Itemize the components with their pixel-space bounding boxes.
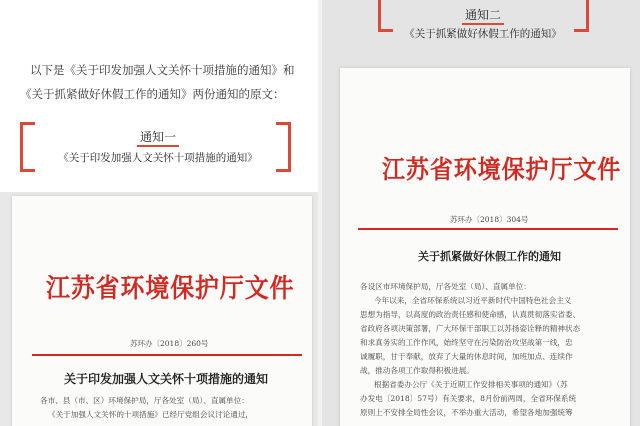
notice-one-title: 《关于印发加强人文关怀十项措施的通知》 <box>58 152 258 164</box>
intro-line-2: 《关于抓紧做好休假工作的通知》两份通知的原文： <box>20 87 285 101</box>
document-two-line-6: 诚履职，甘于奉献，放弃了大量的休息时间，加班加点、连续作 <box>360 352 573 361</box>
document-two-line-2: 今年以来，全省环保系统以习近平新时代中国特色社会主义 <box>374 296 572 305</box>
document-one-agency: 江苏省环境保护厅文件 <box>46 274 295 304</box>
document-two-line-10: 原则上不安排全局性会议，不举办重大活动，希望各地加强统筹 <box>360 408 573 417</box>
document-two-agency: 江苏省环境保护厅文件 <box>382 155 622 184</box>
document-one-title: 关于印发加强人文关怀十项措施的通知 <box>64 372 269 386</box>
left-bracket-open <box>20 122 35 172</box>
notice-one-label: 通知一 <box>40 128 276 145</box>
document-two-title: 关于抓紧做好休假工作的通知 <box>418 250 561 263</box>
document-two-red-line <box>358 228 618 230</box>
document-one-page <box>12 196 312 426</box>
intro-paragraph <box>20 58 305 106</box>
document-two-line-5: 和求真务实的工作作风，始终坚守在污染防治攻坚战第一线，忠 <box>360 338 573 347</box>
document-two-line-3: 思想为指导，以高度的政治责任感和使命感，认真贯彻落实省委、 <box>360 310 581 319</box>
right-bracket-open <box>378 0 393 32</box>
right-bracket-close <box>574 0 589 32</box>
document-two-line-9: 办发电〔2018〕57号）有关要求，8月份前两周，全省环保系统 <box>360 394 577 403</box>
document-two-line-4: 省政府各项决策部署，广大环保干部职工以苏扬姿诠释的精神状态 <box>360 324 581 333</box>
document-one-red-line <box>32 354 302 356</box>
document-two-line-8: 根据省委办公厅《关于近期工作安排相关事项的通知》（苏 <box>374 380 568 389</box>
right-panel <box>322 0 640 426</box>
document-two-number: 苏环办〔2018〕304号 <box>450 215 529 224</box>
left-bracket-close <box>276 122 291 172</box>
document-one-line-2: 《关于加强人文关怀的十项措施》已经厅党组会议讨论通过， <box>48 410 254 419</box>
left-panel <box>0 0 318 426</box>
document-one-number: 苏环办〔2018〕260号 <box>130 339 209 348</box>
notice-two-title: 《关于抓紧做好休假工作的通知》 <box>404 28 562 40</box>
intro-line-1: 以下是《关于印发加强人文关怀十项措施的通知》和 <box>30 63 295 77</box>
notice-two-label: 通知二 <box>392 6 574 23</box>
document-two-line-1: 各设区市环境保护局，厅各处室（局）、直属单位： <box>360 282 531 291</box>
document-one-line-1: 各市、县（市、区）环境保护局，厅各处室（局）、直属单位： <box>40 396 249 405</box>
document-two-page <box>340 68 630 426</box>
document-two-line-7: 战，推动各项工作取得积极进展。 <box>360 366 474 375</box>
